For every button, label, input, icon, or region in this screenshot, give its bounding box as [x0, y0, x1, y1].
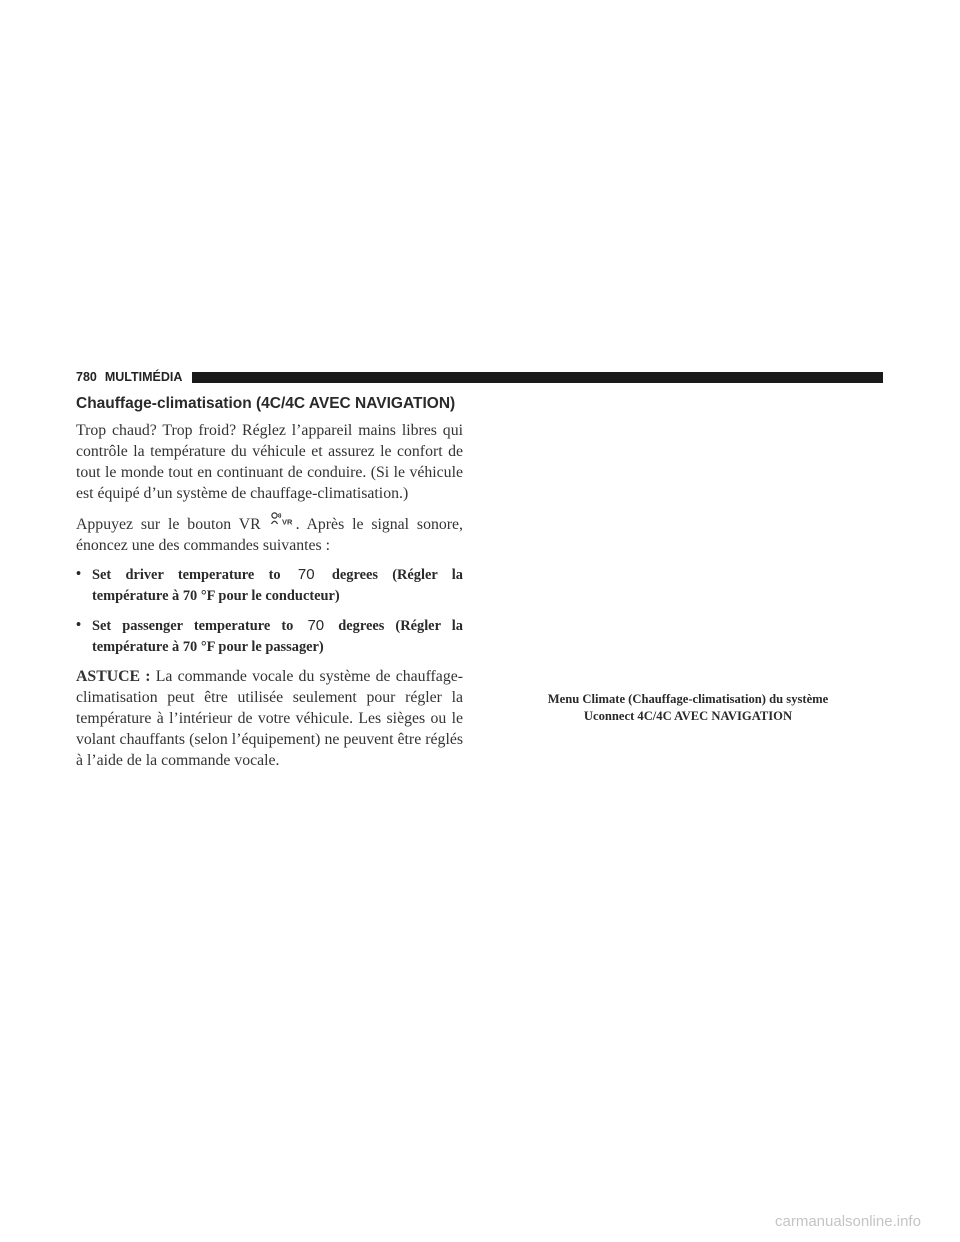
watermark: carmanualsonline.info: [775, 1213, 921, 1230]
instruction-after-icon: . Après le signal sonore, énoncez une des commandes suivantes :: [76, 516, 463, 554]
command-prefix: Set passenger temperature to: [92, 618, 294, 634]
command-prefix: Set driver temperature to: [92, 567, 281, 583]
caption-line-2: Uconnect 4C/4C AVEC NAVIGATION: [583, 709, 793, 723]
command-suffix: degrees (Régler la température à 70 °F pour le conducteur): [92, 567, 463, 604]
section-heading: Chauffage-climatisation (4C/4C AVEC NAVIGATION): [76, 395, 456, 412]
section-title: MULTIMÉDIA: [104, 370, 183, 384]
figure-caption: [503, 691, 873, 725]
command-list: [76, 564, 463, 658]
command-number: 70: [307, 617, 325, 634]
svg-text:VR: VR: [281, 517, 292, 526]
instruction-before-icon: Appuyez sur le bouton VR: [76, 516, 261, 533]
page-header: [76, 370, 883, 384]
intro-paragraph: Trop chaud? Trop froid? Réglez l’appareil mains libres qui contrôle la température du véhicule et assurez le confort de tout le monde tout en continuant de conduire. (Si le véhicule est équipé d’un système de chauffage-climatisation.): [76, 422, 463, 502]
tip-label: ASTUCE :: [76, 668, 151, 685]
list-item: [76, 615, 463, 658]
text-column: [76, 420, 463, 779]
header-rule: [192, 372, 883, 383]
voice-recognition-icon: [270, 512, 296, 526]
bullet: •: [76, 566, 82, 582]
caption-line-1: Menu Climate (Chauffage-climatisation) du système: [547, 692, 829, 706]
tip-paragraph: [76, 666, 463, 771]
list-item: [76, 564, 463, 607]
command-number: 70: [297, 566, 315, 583]
tip-text: La commande vocale du système de chauffage-climatisation peut être utilisée seulement pour régler la température à l’intérieur de votre véhicule. Les sièges ou le volant chauffants (selon l’équipement) ne peuvent être réglés à l’aide de la commande vocale.: [76, 668, 463, 769]
bullet: •: [76, 617, 82, 633]
page-number: 780: [76, 370, 97, 384]
command-suffix: degrees (Régler la température à 70 °F pour le passager): [92, 618, 463, 655]
instruction-paragraph: [76, 512, 463, 556]
